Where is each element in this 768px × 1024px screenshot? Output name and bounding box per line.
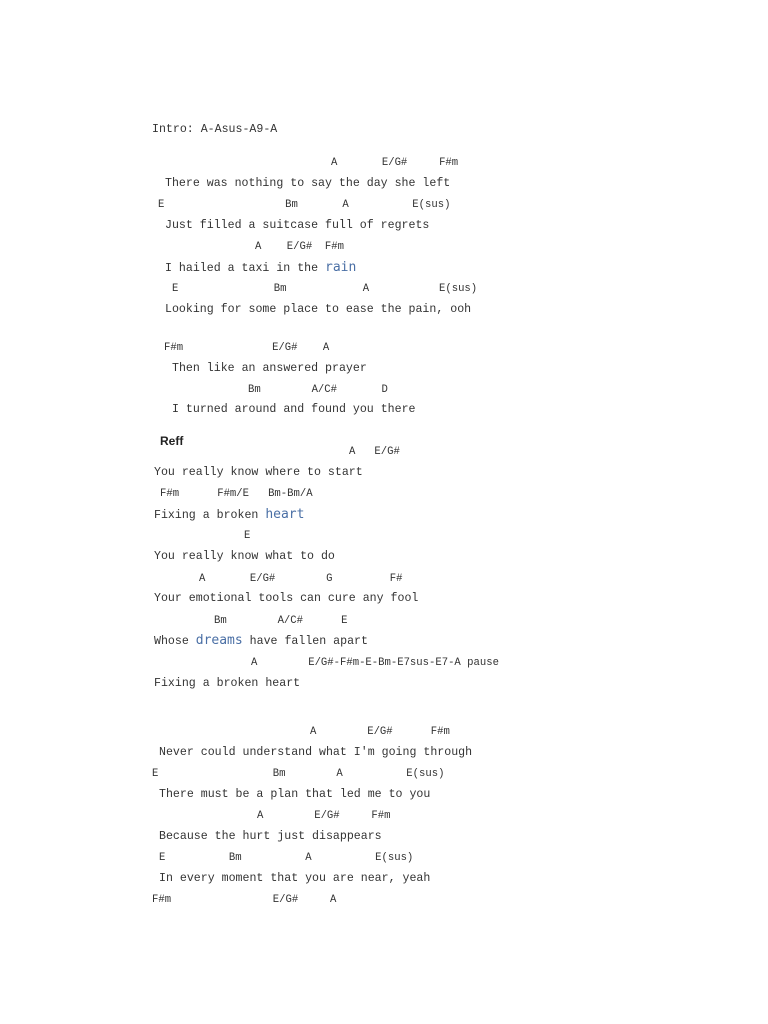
chord-line: A E/G# F#m <box>257 810 391 822</box>
lyric-line: You really know what to do <box>154 550 335 563</box>
lyric-line: You really know where to start <box>154 466 363 479</box>
lyric-text: Whose <box>154 635 196 648</box>
lyric-line: Then like an answered prayer <box>172 362 367 375</box>
chord-line: A E/G# <box>349 446 400 458</box>
lyric-line: Never could understand what I'm going through <box>159 746 473 759</box>
section-label-reff: Reff <box>160 434 184 448</box>
lyric-line: Your emotional tools can cure any fool <box>154 592 419 605</box>
chord-line: A E/G# F#m <box>331 157 459 169</box>
chord-line: A E/G# F#m <box>310 726 450 738</box>
lyric-line: There must be a plan that led me to you <box>159 788 431 801</box>
chord-line: Bm A/C# E <box>214 615 348 627</box>
chord-line: A E/G# F#m <box>255 241 345 253</box>
chord-line: E Bm A E(sus) <box>159 852 414 864</box>
lyric-line: Fixing a broken heart <box>154 677 301 690</box>
highlight-word: dreams <box>195 633 243 648</box>
chord-line: A E/G# G F# <box>199 573 403 585</box>
intro-line: Intro: A-Asus-A9-A <box>152 123 278 136</box>
lyric-line <box>154 508 304 523</box>
highlight-word: rain <box>325 260 357 275</box>
chord-line: Bm A/C# D <box>248 384 388 396</box>
lyric-line: Looking for some place to ease the pain, ooh <box>165 303 472 316</box>
chord-line: A E/G#-F#m-E-Bm-E7sus-E7-A pause <box>251 657 499 669</box>
lyric-line: In every moment that you are near, yeah <box>159 872 431 885</box>
chord-line: E Bm A E(sus) <box>172 283 478 295</box>
lyric-text: have fallen apart <box>242 635 368 648</box>
chord-line: F#m E/G# A <box>164 342 330 354</box>
lyric-line: Just filled a suitcase full of regrets <box>165 219 430 232</box>
chord-line: E Bm A E(sus) <box>152 768 445 780</box>
lyric-line: Because the hurt just disappears <box>159 830 382 843</box>
chord-line: E Bm A E(sus) <box>158 199 451 211</box>
lyric-line <box>154 634 368 649</box>
chord-line: E <box>244 530 251 542</box>
lyric-text: Fixing a broken <box>154 509 266 522</box>
chord-line: F#m F#m/E Bm-Bm/A <box>160 488 313 500</box>
chord-line: F#m E/G# A <box>152 894 337 906</box>
highlight-word: heart <box>265 507 305 522</box>
lyric-line: I turned around and found you there <box>172 403 416 416</box>
lyric-line: There was nothing to say the day she left <box>165 177 451 190</box>
lyric-text: I hailed a taxi in the <box>165 262 326 275</box>
lyric-line <box>165 261 356 276</box>
